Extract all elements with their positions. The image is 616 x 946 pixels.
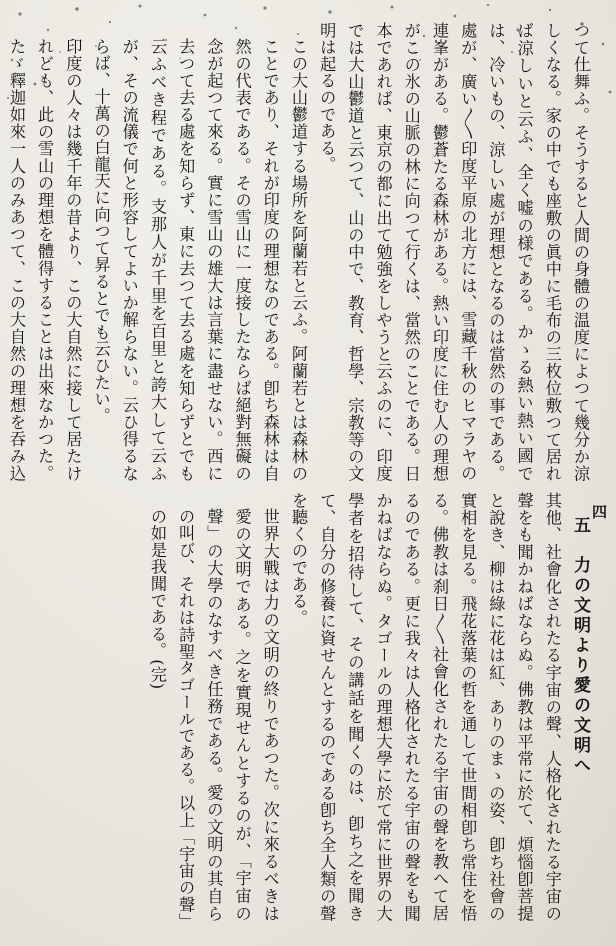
upper-text-block: [6, 22, 594, 482]
paragraph: 印度の人々は幾千年の昔より、この大自然に接して居たけれども、此の雪山の理想を體得することは出來なかつた。たゞ釋迦如來一人のみあつて、この大自然の理想を吞み込: [6, 38, 83, 482]
section-heading: 五 力の文明より愛の文明へ: [570, 515, 590, 776]
paragraph: 其他、社會化されたる宇宙の聲、人格化されたる宇宙の聲をも聞かねばならぬ。佛教は平常に於て、煩惱卽菩提と說き、柳は綠に花は紅、ありのまゝの姿、卽ち社會の實相を見る。飛花落葉の哲を通して世間相卽ち常住を悟る。佛教は刹日〳〵社會化されたる宇宙の聲を教へて居るのである。更に我々は人格化されたる宇宙の聲をも聞かねばならぬ。タゴールの理想大學に於て常に世界の大學者を招待して、その講話を聞くのは、卽ち之を聞きて、自分の修養に資せんとするのである卽ち全人類の聲を聽くのである。: [288, 492, 562, 922]
lower-text-block: [112, 492, 594, 922]
paragraph: つて仕舞ふ。そうすると人間の身體の温度によつて幾分か涼しくなる。家の中でも座敷の眞中に毛布の三枚位敷つて居れば涼しいと云ふ、全く嘘の様である。かゝる熱い熱い國では、冷いもの、涼しい處が理想となるのは當然の事である。處が、廣い〳〵印度平原の北方には、雪藏千秋のヒマラヤの連峯がある。鬱蒼たる森林がある。熱い印度に住む人の理想がこの氷の山脈の林に向つて行くは、當然のことである。日本であれば、東京の都に出て勉強をしやうと云ふのに、印度では大山鬱道と云つて、山の中で、教育、哲學、宗教等の文明は起るのである。: [317, 22, 590, 482]
paragraph: この大山鬱道する場所を阿蘭若と云ふ。阿蘭若とは森林のことであり、それが印度の理想なのである。卽ち森林は自然の代表である。その雪山に一度接したならば絕對無礙の念が起つて來る。實に雪山の雄大は言葉に盡せない。西に去つて去る處を知らず、東に去つて去る處を知らずとでも云ふべき程である。支那人が千里を百里と誇大して云ふが、その流儀で何と形容してよいか解らない。云ひ得るならば、十萬の白龍天に向つて昇るとでも云ひたい。: [91, 38, 308, 482]
page-number: 四: [590, 504, 608, 519]
paragraph: 世界大戰は力の文明の終りであつた。次に來るべきは愛の文明である。之を實現せんとするのが、「宇宙の聲」の大學のなすべき任務である。愛の文明の其自らの叫び、それは詩聖タゴールである。以上「宇宙の聲」の如是我聞である。(完): [147, 508, 280, 922]
